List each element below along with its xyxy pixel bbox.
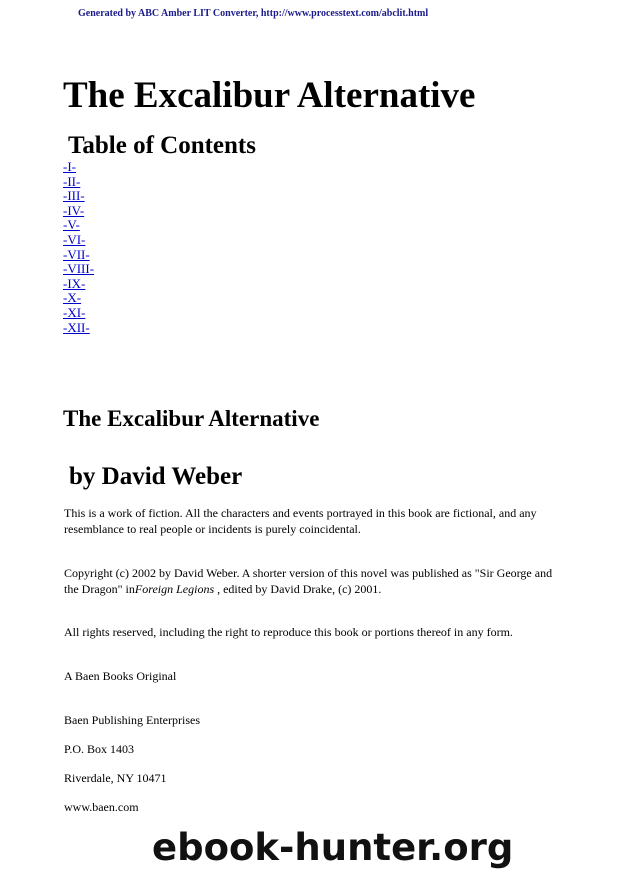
section-title: The Excalibur Alternative <box>63 406 320 431</box>
toc-link-7[interactable]: -VII- <box>63 246 90 262</box>
toc-heading: Table of Contents <box>68 132 256 159</box>
publisher-name: Baen Publishing Enterprises <box>64 713 200 727</box>
toc-link-5[interactable]: -V- <box>63 217 80 233</box>
toc-item <box>63 175 94 190</box>
toc-link-1[interactable]: -I- <box>63 159 76 174</box>
publisher-website: www.baen.com <box>64 800 139 814</box>
toc-item <box>63 291 94 306</box>
toc-link-11[interactable]: -XI- <box>63 304 86 320</box>
toc-item <box>63 277 94 292</box>
fiction-notice: This is a work of fiction. All the characters and events portrayed in this book are fictional, and any resemblance to real people or incidents is purely coincidental. <box>64 506 537 536</box>
watermark-text: ebook-hunter.org <box>152 826 514 869</box>
author-byline: by David Weber <box>69 463 243 490</box>
anthology-title: Foreign Legions <box>134 582 215 596</box>
toc-item <box>63 248 94 263</box>
table-of-contents <box>63 160 94 335</box>
publisher-city: Riverdale, NY 10471 <box>64 771 167 785</box>
toc-link-3[interactable]: -III- <box>63 188 85 204</box>
baen-original: A Baen Books Original <box>64 669 177 683</box>
toc-item <box>63 306 94 321</box>
toc-item <box>63 160 94 175</box>
copyright-text: Copyright (c) 2002 by David Weber. A shorter version of this novel was published as "Sir George and the Dragon" in <box>64 566 553 596</box>
toc-link-10[interactable]: -X- <box>63 290 82 306</box>
toc-item <box>63 218 94 233</box>
converter-banner: Generated by ABC Amber LIT Converter, http://www.processtext.com/abclit.html <box>78 8 429 19</box>
rights-notice: All rights reserved, including the right to reproduce this book or portions thereof in any form. <box>64 625 513 639</box>
copyright-text-end: , edited by David Drake, (c) 2001. <box>214 582 382 596</box>
toc-item <box>63 233 94 248</box>
toc-link-9[interactable]: -IX- <box>63 275 86 291</box>
toc-item <box>63 262 94 277</box>
toc-link-8[interactable]: -VIII- <box>63 261 95 277</box>
toc-link-2[interactable]: -II- <box>63 173 81 189</box>
toc-item <box>63 189 94 204</box>
publisher-po-box: P.O. Box 1403 <box>64 742 135 756</box>
copyright-notice <box>64 565 564 597</box>
toc-item <box>63 321 94 336</box>
toc-link-4[interactable]: -IV- <box>63 202 85 218</box>
toc-link-6[interactable]: -VI- <box>63 231 86 247</box>
book-title: The Excalibur Alternative <box>63 75 476 116</box>
toc-link-12[interactable]: -XII- <box>63 319 90 335</box>
toc-item <box>63 204 94 219</box>
